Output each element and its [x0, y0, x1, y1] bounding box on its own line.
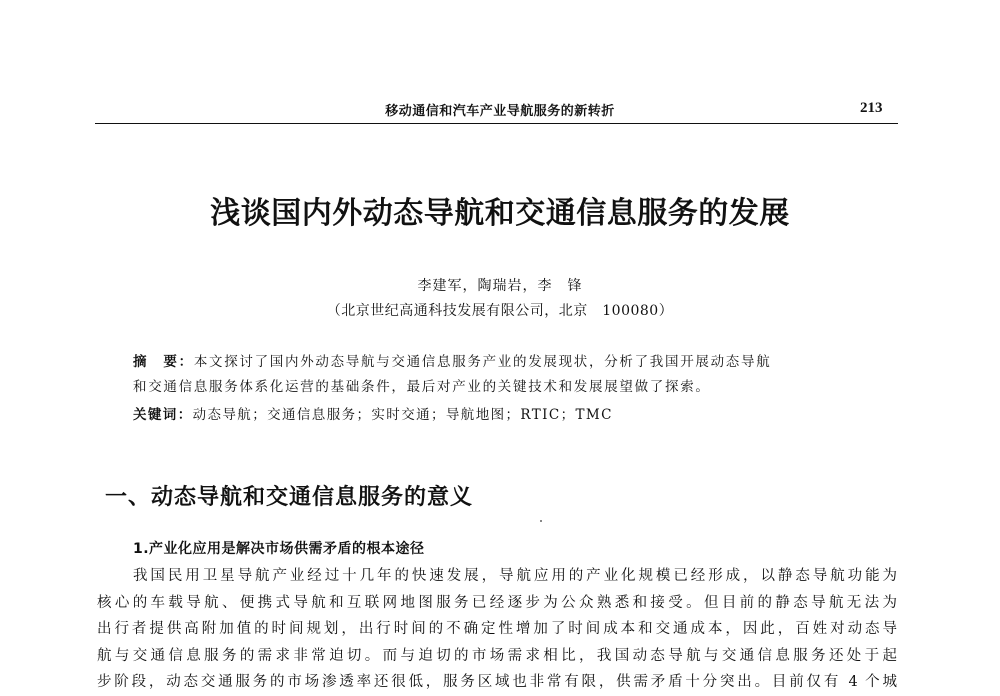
- body-paragraph: [97, 563, 897, 696]
- keywords-text: 动态导航；交通信息服务；实时交通；导航地图；RTIC；TMC: [192, 407, 613, 423]
- page-number: 213: [860, 100, 883, 116]
- abstract-text-1: 本文探讨了国内外动态导航与交通信息服务产业的发展现状，分析了我国开展动态导航: [193, 354, 772, 370]
- scan-speck: [540, 520, 542, 522]
- section-heading: 一、动态导航和交通信息服务的意义: [105, 485, 474, 510]
- paragraph-line-1: 我国民用卫星导航产业经过十几年的快速发展，导航应用的产业化规模已经形成，以静态导航功能为: [133, 568, 897, 584]
- authors: 李建军，陶瑞岩，李 锋: [417, 278, 583, 294]
- abstract-line-1: [133, 350, 868, 375]
- keywords-label: 关键词：: [133, 407, 193, 423]
- header-rule: [95, 123, 898, 124]
- abstract: [133, 350, 868, 400]
- subsection-heading: 1.产业化应用是解决市场供需矛盾的根本途径: [133, 541, 425, 557]
- abstract-label: 摘 要：: [133, 354, 194, 370]
- running-header: [0, 100, 1000, 124]
- abstract-line-2: 和交通信息服务体系化运营的基础条件，最后对产业的关键技术和发展展望做了探索。: [133, 379, 711, 395]
- paragraph-line-5: 步阶段，动态交通服务的市场渗透率还很低，服务区域也非常有限，供需矛盾十分突出。目前仅有 4 个城: [97, 674, 897, 691]
- keywords: [133, 403, 893, 423]
- article-title: 浅谈国内外动态导航和交通信息服务的发展: [210, 196, 790, 231]
- paragraph-line-3: 出行者提供高附加值的时间规划，出行时间的不确定性增加了时间成本和交通成本，因此，百姓对动态导: [97, 621, 897, 638]
- running-title: 移动通信和汽车产业导航服务的新转折: [385, 104, 615, 119]
- paragraph-line-2: 核心的车载导航、便携式导航和互联网地图服务已经逐步为公众熟悉和接受。但目前的静态导航无法为: [97, 594, 897, 611]
- paragraph-line-4: 航与交通信息服务的需求非常迫切。而与迫切的市场需求相比，我国动态导航与交通信息服务还处于起: [97, 647, 897, 664]
- affiliation: （北京世纪高通科技发展有限公司，北京 100080）: [326, 303, 674, 319]
